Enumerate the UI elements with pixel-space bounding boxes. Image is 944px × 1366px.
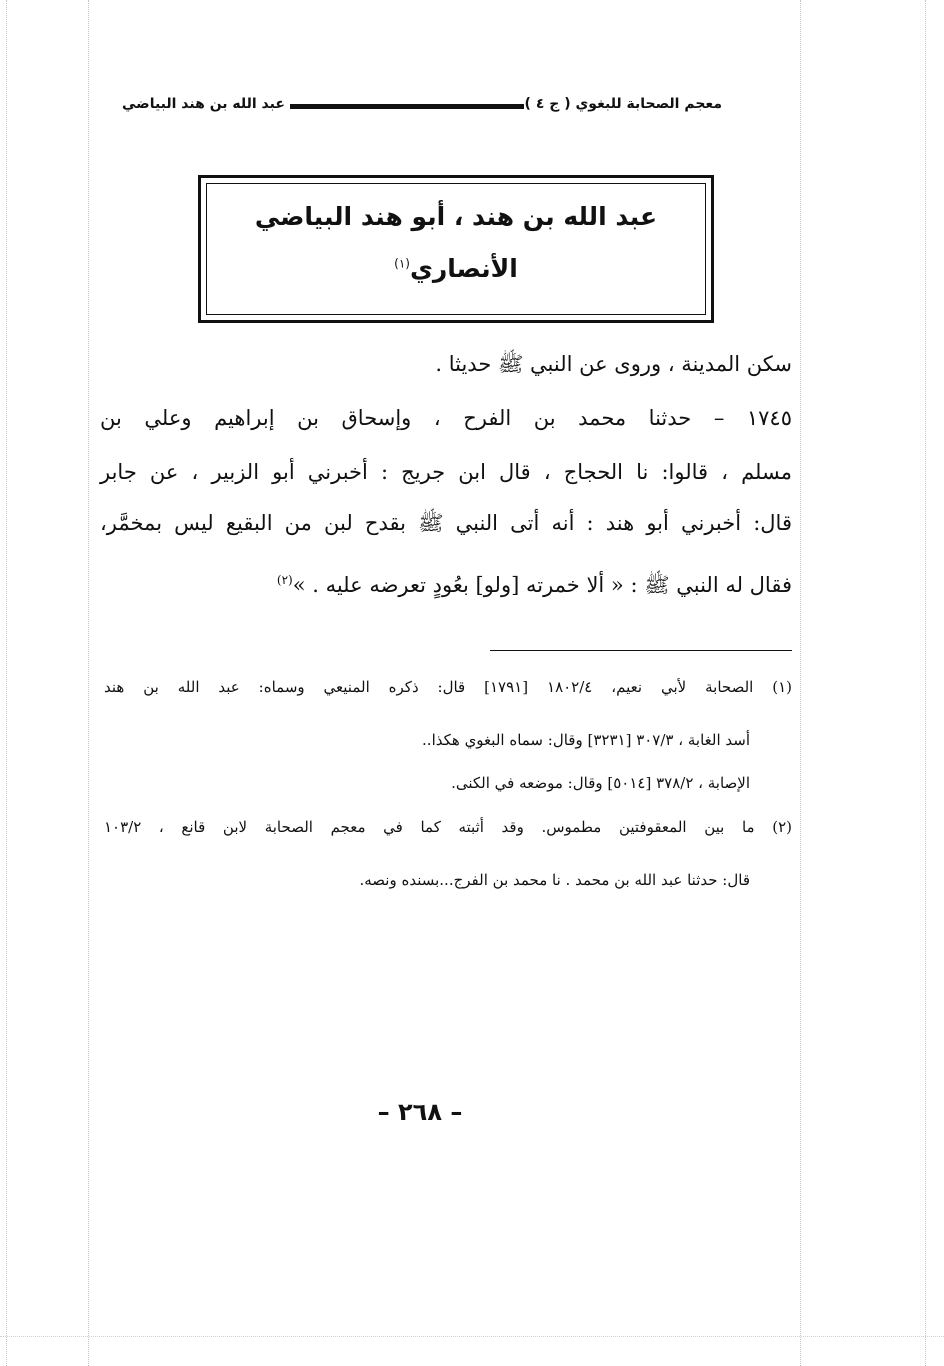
- body-line-3: مسلم ، قالوا: نا الحجاج ، قال ابن جريج : أخبرني أبو الزبير ، عن جابر: [100, 460, 792, 484]
- entry-title-line2: [201, 254, 711, 283]
- footnote-1-line-3: الإصابة ، ٣٧٨/٢ [٥٠١٤] وقال: موضعه في الكنى.: [451, 774, 750, 792]
- scan-dotted-line: [800, 0, 801, 1366]
- body-line-2: ١٧٤٥ – حدثنا محمد بن الفرح ، وإسحاق بن إبراهيم وعلي بن: [100, 406, 792, 430]
- entry-title-box: [198, 175, 714, 323]
- entry-title-line2-text: الأنصاري: [409, 254, 518, 283]
- body-line-4: قال: أخبرني أبو هند : أنه أتى النبي ﷺ بقدح لبن من البقيع ليس بمخمَّر،: [100, 511, 792, 535]
- scan-dotted-line: [925, 0, 926, 1366]
- body-footnote-ref: (٢): [276, 573, 293, 587]
- header-rule: [290, 104, 524, 109]
- body-line-1: سكن المدينة ، وروى عن النبي ﷺ حديثا .: [435, 352, 792, 376]
- footnote-1-line-1: (١) الصحابة لأبي نعيم، ١٨٠٢/٤ [١٧٩١] قال: ذكره المنيعي وسماه: عبد الله بن هند: [104, 678, 793, 696]
- scan-dotted-line: [0, 1336, 944, 1337]
- running-header: [110, 94, 722, 118]
- footnote-2-line-1: (٢) ما بين المعقوفتين مطموس. وقد أثبته كما في معجم الصحابة لابن قانع ، ١٠٣/٢: [104, 818, 792, 836]
- title-footnote-ref: (١): [394, 256, 410, 271]
- header-entry-title: عبد الله بن هند البياضي: [122, 96, 285, 112]
- header-book-title: معجم الصحابة للبغوي ( ج ٤ ): [524, 96, 722, 112]
- footnote-separator: [490, 650, 792, 651]
- footnote-2-line-2: قال: حدثنا عبد الله بن محمد . نا محمد بن الفرج...بسنده ونصه.: [359, 871, 750, 889]
- scan-dotted-line: [6, 0, 7, 1366]
- footnote-1-line-2: أسد الغابة ، ٣٠٧/٣ [٣٢٣١] وقال: سماه البغوي هكذا..: [422, 731, 750, 749]
- page-number: – ٢٦٨ –: [377, 1098, 463, 1126]
- scan-dotted-line: [88, 0, 89, 1366]
- body-line-5-text: فقال له النبي ﷺ : « ألا خمرته [ولو] بعُودٍ تعرضه عليه . »: [292, 573, 792, 597]
- body-line-5: [277, 565, 792, 600]
- entry-title-line1: عبد الله بن هند ، أبو هند البياضي: [254, 202, 658, 231]
